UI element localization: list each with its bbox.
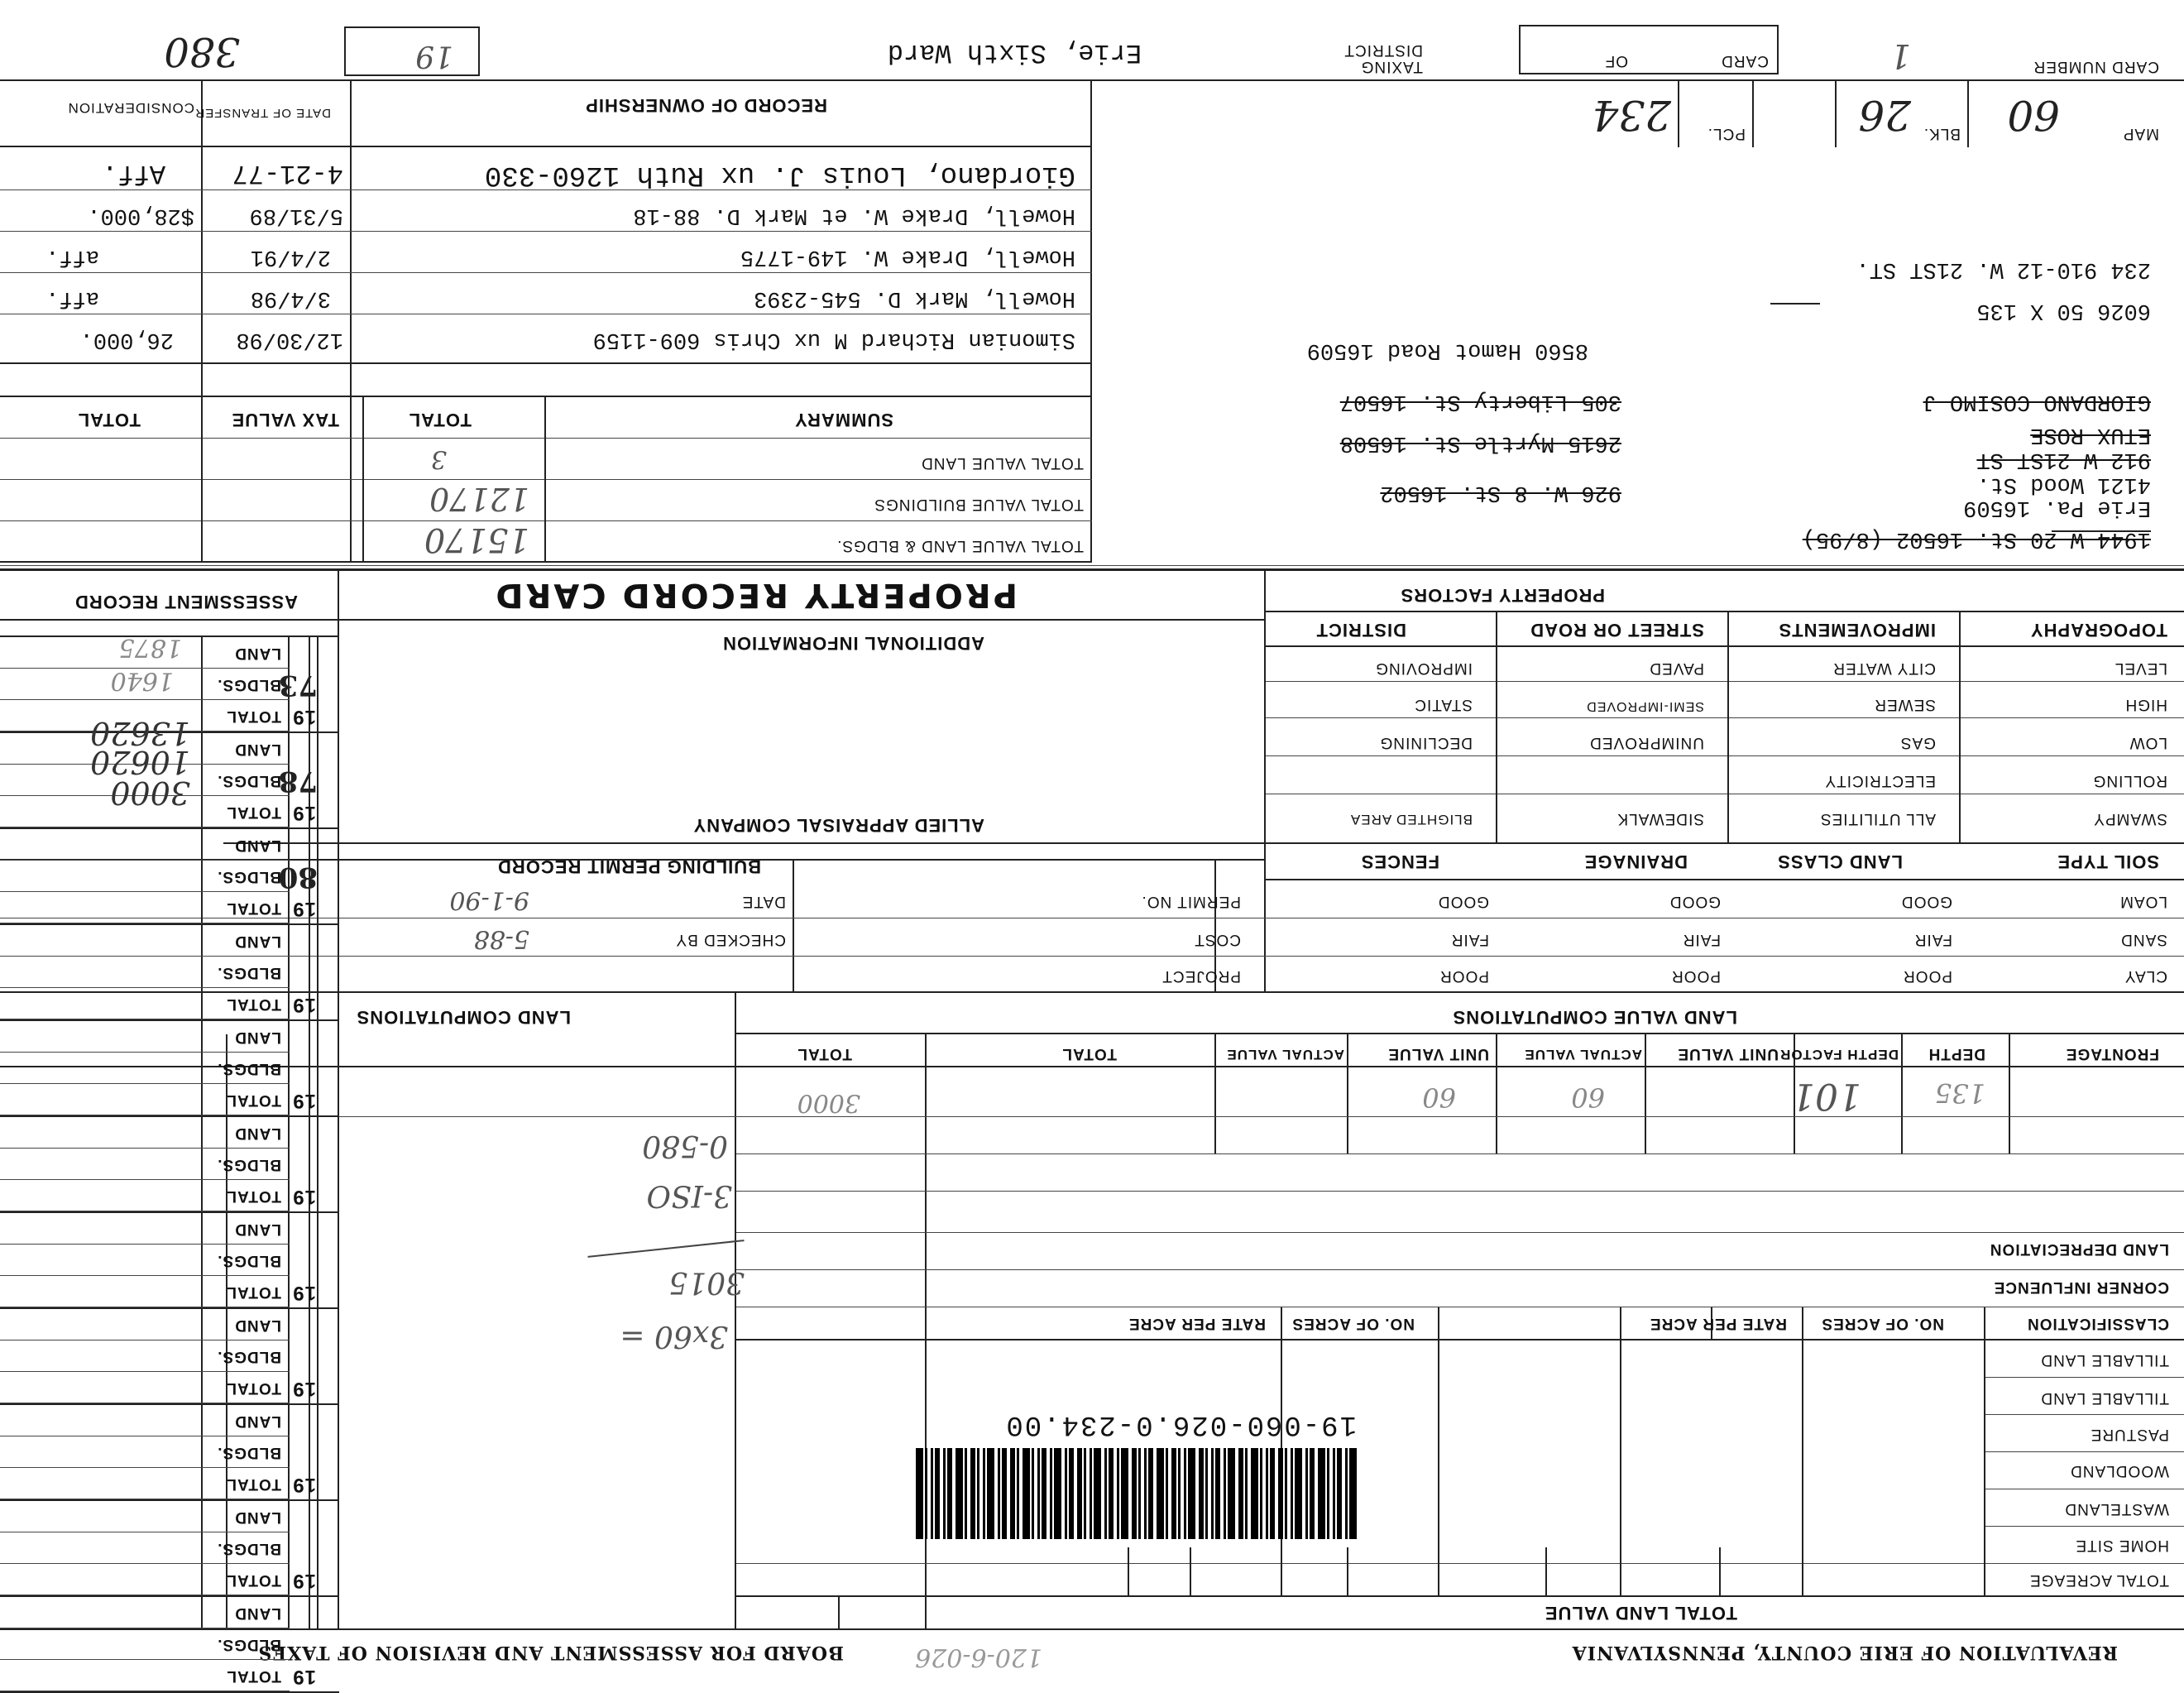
assessment-year-prefix: 19 bbox=[292, 1282, 316, 1304]
assessment-row-label: BLDGS. bbox=[217, 1348, 281, 1365]
col-actual-value-2: ACTUAL VALUE bbox=[1226, 1047, 1344, 1062]
assessment-year-prefix: 19 bbox=[292, 1186, 316, 1208]
col-depth-factor: DEPTH FACTOR bbox=[1779, 1047, 1899, 1062]
pcl-label: PCL. bbox=[1707, 125, 1746, 142]
assessment-year-prefix: 19 bbox=[292, 1570, 316, 1592]
allied-appraisal: ALLIED APPRAISAL COMPANY bbox=[692, 815, 984, 836]
grade-fair: FAIR bbox=[1913, 931, 1952, 948]
assessment-row-label: BLDGS. bbox=[217, 1540, 281, 1557]
hand-unit-value: 60 bbox=[1571, 1082, 1605, 1113]
assess-hand-land-80: 3000 bbox=[110, 775, 190, 811]
address-1: 305 Liberty St. 16507 bbox=[1339, 389, 1621, 414]
hand-depth-factor: 101 bbox=[1792, 1075, 1861, 1117]
assessment-row-label: BLDGS. bbox=[217, 1156, 281, 1173]
district-blighted-area: BLIGHTED AREA bbox=[1349, 812, 1473, 827]
assess-hand-bldgs-80: 10620 bbox=[90, 744, 190, 780]
land-computations-title: LAND COMPUTATIONS bbox=[356, 1007, 571, 1028]
assessment-row-label: TOTAL bbox=[226, 995, 281, 1013]
col-unit-value: UNIT VALUE bbox=[1677, 1045, 1779, 1062]
assessment-row-label: TOTAL bbox=[226, 1187, 281, 1205]
assess-hand-total-80: 13620 bbox=[90, 715, 190, 751]
assessment-row-label: BLDGS. bbox=[217, 1060, 281, 1077]
cost-label: COST bbox=[1194, 931, 1241, 948]
header-county-title: REVALUATION OF ERIE COUNTY, PENNSYLVANIA bbox=[1571, 1642, 2118, 1663]
classification-header: CLASSIFICATION bbox=[2027, 1315, 2169, 1332]
col-no-acres: NO. OF ACRES bbox=[1821, 1315, 1944, 1332]
row-woodland: WOODLAND bbox=[2070, 1462, 2169, 1480]
taxing-district: Erie, Sixth Ward bbox=[887, 37, 1142, 68]
district-improving: IMPROVING bbox=[1375, 659, 1473, 677]
parcel-barcode-text: 19-060-026.0-234.00 bbox=[1004, 1408, 1357, 1440]
col-depth: DEPTH bbox=[1928, 1045, 1985, 1062]
header-board-title: BOARD FOR ASSESSMENT AND REVISION OF TAXES bbox=[257, 1642, 844, 1663]
assessment-row-label: TOTAL bbox=[226, 1379, 281, 1397]
assessment-row-label: BLDGS. bbox=[217, 772, 281, 789]
col-frontage: FRONTAGE bbox=[2065, 1045, 2159, 1062]
header-fences: FENCES bbox=[1360, 851, 1439, 872]
soil-clay: CLAY bbox=[2124, 967, 2167, 985]
col-actual-value: ACTUAL VALUE bbox=[1524, 1047, 1642, 1062]
header-soil-type: SOIL TYPE bbox=[2057, 851, 2159, 872]
land-comp-note-1: 3x60 = bbox=[620, 1319, 728, 1353]
assessment-year-prefix: 19 bbox=[292, 898, 316, 920]
col-consideration: CONSIDERATION bbox=[67, 100, 194, 116]
total-value-land-bldgs: TOTAL VALUE LAND & BLDGS. bbox=[836, 537, 1084, 554]
card-number: 1 bbox=[1889, 36, 1911, 74]
row-wasteland: WASTELAND bbox=[2064, 1500, 2169, 1518]
assessment-year-prefix: 19 bbox=[292, 1666, 316, 1688]
assess-hand-73-land: 1875 bbox=[118, 633, 182, 662]
assessment-row-label: LAND bbox=[234, 1604, 281, 1622]
street-paved: PAVED bbox=[1649, 659, 1704, 677]
permit-date-hand: 9-1-90 bbox=[449, 885, 529, 914]
hand-total-2: 3000 bbox=[797, 1088, 860, 1117]
map-label: MAP bbox=[2122, 125, 2159, 142]
row-pasture: PASTURE bbox=[2090, 1426, 2169, 1443]
assessment-row-label: LAND bbox=[234, 933, 281, 950]
summary-col-total-2: TOTAL bbox=[77, 410, 141, 430]
additional-information: ADDITIONAL INFORMATION bbox=[722, 633, 984, 654]
assessment-row-label: BLDGS. bbox=[217, 1444, 281, 1461]
assessment-row-label: BLDGS. bbox=[217, 676, 281, 693]
topo-low: LOW bbox=[2129, 734, 2167, 751]
header-drainage: DRAINAGE bbox=[1583, 851, 1688, 872]
impr-all-utilities: ALL UTILITIES bbox=[1819, 810, 1936, 827]
district-code-hand: 380 bbox=[164, 28, 240, 74]
assessment-row-label: TOTAL bbox=[226, 1475, 281, 1493]
col-rate-per-acre-2: RATE PER ACRE bbox=[1128, 1315, 1266, 1332]
row-tillable-land-2: TILLABLE LAND bbox=[2040, 1351, 2169, 1369]
assessment-row-label: TOTAL bbox=[226, 1091, 281, 1109]
assessment-row-label: LAND bbox=[234, 1317, 281, 1334]
district-static: STATIC bbox=[1414, 696, 1473, 713]
land-value-computations-title: LAND VALUE COMPUTATIONS bbox=[1452, 1007, 1737, 1028]
grade-fair: FAIR bbox=[1450, 931, 1489, 948]
col-no-acres-2: NO. OF ACRES bbox=[1291, 1315, 1415, 1332]
assessment-row-label: TOTAL bbox=[226, 1283, 281, 1301]
row-home-site: HOME SITE bbox=[2075, 1537, 2169, 1554]
current-address: 8560 Hamot Road 16509 bbox=[1306, 338, 1588, 362]
row-tillable-land: TILLABLE LAND bbox=[2040, 1389, 2169, 1407]
soil-sand: SAND bbox=[2120, 931, 2167, 948]
district-code-box: 19 bbox=[344, 26, 480, 76]
assessment-year-prefix: 19 bbox=[292, 706, 316, 728]
taxing-district-label: TAXING DISTRICT bbox=[1343, 41, 1423, 75]
card-number-label: CARD NUMBER bbox=[2033, 58, 2159, 75]
assessment-year-prefix: 19 bbox=[292, 1474, 316, 1496]
assessment-row-label: BLDGS. bbox=[217, 1252, 281, 1269]
grade-poor: POOR bbox=[1903, 967, 1952, 985]
topo-high: HIGH bbox=[2124, 696, 2167, 713]
owner-name-1: GIORDANO COSIMO J bbox=[1923, 389, 2151, 414]
assessment-year-prefix: 19 bbox=[292, 994, 316, 1016]
col-total-2: TOTAL bbox=[797, 1045, 852, 1062]
permit-checked-hand: 5-88 bbox=[473, 924, 529, 953]
card-of-box: CARD OF bbox=[1519, 25, 1779, 74]
grade-good: GOOD bbox=[1669, 893, 1721, 910]
assessment-row-label: BLDGS. bbox=[217, 964, 281, 981]
summary-col-total: TOTAL bbox=[408, 410, 472, 430]
project-label: PROJECT bbox=[1161, 967, 1241, 985]
district-declining: DECLINING bbox=[1379, 734, 1473, 751]
assessment-year-value: 78 bbox=[278, 765, 318, 798]
assessment-row-label: TOTAL bbox=[226, 1667, 281, 1685]
header-land-class: LAND CLASS bbox=[1777, 851, 1903, 872]
blk-label: BLK. bbox=[1923, 125, 1961, 142]
assessment-year-prefix: 19 bbox=[292, 1378, 316, 1400]
land-comp-note-3: 3-ISO bbox=[646, 1178, 732, 1212]
checked-by-label: CHECKED BY bbox=[675, 931, 786, 948]
col-unit-value-2: UNIT VALUE bbox=[1387, 1045, 1489, 1062]
assessment-row-label: TOTAL bbox=[226, 803, 281, 821]
assessment-row-label: TOTAL bbox=[226, 707, 281, 725]
grade-fair: FAIR bbox=[1682, 931, 1721, 948]
parcel-barcode bbox=[893, 1448, 1357, 1539]
assessment-row-label: LAND bbox=[234, 645, 281, 662]
building-permit-title: BUILDING PERMIT RECORD bbox=[497, 856, 761, 877]
impr-gas: GAS bbox=[1899, 734, 1936, 751]
assessment-row-label: LAND bbox=[234, 1221, 281, 1238]
total-value-land: TOTAL VALUE LAND bbox=[921, 454, 1084, 472]
assessment-row-label: LAND bbox=[234, 741, 281, 758]
summary-buildings-hand: 12170 bbox=[429, 481, 529, 517]
hand-actual-value: 60 bbox=[1422, 1082, 1456, 1113]
assessment-row-label: LAND bbox=[234, 1125, 281, 1142]
assessment-row-label: LAND bbox=[234, 1508, 281, 1526]
owner-name-2: ETUX ROSE bbox=[2030, 422, 2151, 447]
street-sidewalk: SIDEWALK bbox=[1616, 810, 1704, 827]
pcl-value: 234 bbox=[1592, 91, 1671, 139]
soil-loam: LOAM bbox=[2119, 893, 2167, 910]
grade-good: GOOD bbox=[1900, 893, 1952, 910]
record-of-ownership-title: RECORD OF OWNERSHIP bbox=[585, 95, 827, 116]
property-factors-title: PROPERTY FACTORS bbox=[1400, 585, 1605, 606]
topo-level: LEVEL bbox=[2114, 659, 2167, 677]
impr-sewer: SEWER bbox=[1874, 696, 1936, 713]
summary-land-hand: 3 bbox=[430, 444, 447, 473]
impr-electricity: ELECTRICITY bbox=[1824, 772, 1936, 789]
col-rate-per-acre: RATE PER ACRE bbox=[1649, 1315, 1787, 1332]
address-3: 926 W. 8 St. 16502 bbox=[1380, 480, 1621, 505]
header-handwritten-note: 120-6-026 bbox=[915, 1643, 1042, 1671]
assess-hand-73-bldgs: 1640 bbox=[110, 666, 174, 695]
address-5: 4121 Wood St. bbox=[1976, 472, 2151, 496]
grade-poor: POOR bbox=[1671, 967, 1721, 985]
assessment-row-label: LAND bbox=[234, 1412, 281, 1430]
assessment-row-label: LAND bbox=[234, 1029, 281, 1046]
land-depreciation: LAND DEPRECIATION bbox=[1989, 1240, 2169, 1258]
street-semi-improved: SEMI-IMPROVED bbox=[1586, 699, 1704, 713]
header-improvements: IMPROVEMENTS bbox=[1778, 620, 1936, 640]
topo-rolling: ROLLING bbox=[2092, 772, 2167, 789]
assessment-year-prefix: 19 bbox=[292, 1090, 316, 1112]
street-unimproved: UNIMPROVED bbox=[1589, 734, 1704, 751]
land-comp-note-4: 0-580 bbox=[642, 1129, 728, 1163]
impr-city-water: CITY WATER bbox=[1832, 659, 1936, 677]
assessment-year-value: 73 bbox=[278, 669, 318, 702]
header-district: DISTRICT bbox=[1315, 620, 1406, 640]
parcel-line: 234 910-12 W. 21ST ST. bbox=[1856, 257, 2151, 281]
topo-swampy: SWAMPY bbox=[2093, 810, 2167, 827]
property-record-card-title: PROPERTY RECORD CARD bbox=[493, 576, 1018, 614]
assessment-row-label: TOTAL bbox=[226, 899, 281, 917]
header-street-or-road: STREET OR ROAD bbox=[1530, 620, 1704, 640]
grade-good: GOOD bbox=[1437, 893, 1489, 910]
date-label: DATE bbox=[741, 893, 786, 910]
summary-col-tax-value: TAX VALUE bbox=[231, 410, 339, 430]
assessment-row-label: TOTAL bbox=[226, 1571, 281, 1589]
corner-influence: CORNER INFLUENCE bbox=[1993, 1278, 2169, 1296]
address-2: 2615 Myrtle St. 16508 bbox=[1339, 430, 1621, 455]
assessment-record-title: ASSESSMENT RECORD bbox=[74, 592, 298, 612]
grade-poor: POOR bbox=[1439, 967, 1489, 985]
land-comp-note-2: 3015 bbox=[668, 1265, 745, 1299]
address-4: 912 W 21ST ST bbox=[1976, 447, 2151, 472]
lot-line: 6026 50 X 135 bbox=[1976, 298, 2151, 323]
address-6: Erie Pa. 16509 bbox=[1963, 495, 2151, 520]
assessment-year-value: 80 bbox=[278, 861, 318, 894]
address-7: 1944 W 20 St. 16502 (8/95) bbox=[1802, 526, 2151, 551]
row-total-acreage: TOTAL ACREAGE bbox=[2029, 1571, 2169, 1589]
hand-depth: 135 bbox=[1934, 1077, 1985, 1109]
summary-title: SUMMARY bbox=[794, 410, 893, 430]
map-value: 60 bbox=[2007, 91, 2060, 139]
col-date-of-transfer: DATE OF TRANSFER bbox=[194, 106, 331, 120]
assessment-row-label: BLDGS. bbox=[217, 868, 281, 885]
assessment-row-label: LAND bbox=[234, 837, 281, 854]
summary-land-bldgs-hand: 15170 bbox=[424, 520, 529, 559]
property-record-card: CARD NUMBER 1 CARD OF TAXING DISTRICT Erie, Sixth Ward 19 380 MAP 60 BLK. 26 PCL. 234 6026 50 X 135 234 910-12 W. 21ST ST. 8560 Hamot Road 16509 GIORDANO COSIMO J ETUX ROSE 305 Liberty St. 16507 2615 Myrtle St. 16508 926 W. 8 St. 16502 912 W 21ST ST 4121 Wood St. Erie Pa. 16509 1944 W 20 St. 16502 (8/95) RECORD OF OWNERSHIP DATE OF TRANSFER CONSIDERATION Giordano, Louis J. ux Ruth 1260-330 4-21-77 Aff. Howell, Drake W. et Mark D. 88-18 5/31/89 $28,000. Howell, Drake W. 149-1775 2/4/91 aff. Howell, Mark D. 545-2393 3/4/98 aff. Simonian Richard M ux Chris 609-1159 12/30/98 26,000. SUMMARY TOTAL TAX VALUE TOTAL TOTAL VALUE LAND TOTAL VALUE BUILDINGS TOTAL VALUE LAND & BLDGS. 15170 12170 3 PROPERTY FACTORS TOPOGRAPHY IMPROVEMENTS STREET OR ROAD DISTRICT LEVEL HIGH LOW ROLLING SWAMPY CITY WATER SEWER GAS ELECTRICITY ALL UTILITIES PAVED SEMI-IMPROVED UNIMPROVED SIDEWALK IMPROVING STATIC DECLINING BLIGHTED AREA SOIL TYPE LAND CLASS DRAINAGE FENCES LOAM SAND CLAY GOOD FAIR POOR GOOD FAIR POOR GOOD FAIR POOR PERMIT NO. COST PROJECT DATE CHECKED BY 9-1-90 5-88 BUILDING PERMIT RECORD ALLIED APPRAISAL COMPANY ADDITIONAL INFORMATION PROPERTY RECORD CARD LAND VALUE COMPUTATIONS LAND COMPUTATIONS FRONTAGE DEPTH DEPTH FACTOR UNIT VALUE ACTUAL VALUE UNIT VALUE ACTUAL VALUE TOTAL TOTAL 101 135 60 60 3000 3x60 = 3015 3-ISO 0-580 TOTAL LAND VALUE TOTAL ACREAGE HOME SITE WASTELAND WOODLAND PASTURE TILLABLE LAND TILLABLE LAND CLASSIFICATION NO. OF ACRES RATE PER ACRE NO. OF ACRES RATE PER ACRE CORNER INFLUENCE LAND DEPRECIATION 19-060-026.0-234.00 REVALUATION OF ERIE COUNTY, PENNSYLVANIA BOARD FOR ASSESSMENT AND REVISION OF TAXES 120-6-026 ASSESSMENT RECORD LAND BLDGS. TOTAL 19 73 LAND BLDGS. TOTAL 19 78 LAND BLDGS. TOTAL 19 80 LAND BLDGS. TOTAL 19 LAND BLDGS. TOTAL 19 LAND BLDGS. TOTAL 19 LAND BLDGS. TOTAL 19 LAND BLDGS. TOTAL 19 LAND BLDGS. TOTAL 19 LAND BLDGS. TOTAL 19 LAND BLDGS. TOTAL 19 3000 10620 13620 1875 1640 bbox=[0, 0, 2184, 1688]
col-total: TOTAL bbox=[1061, 1045, 1117, 1062]
assessment-year-prefix: 19 bbox=[292, 802, 316, 824]
permit-no-label: PERMIT NO. bbox=[1141, 893, 1241, 910]
total-value-buildings: TOTAL VALUE BUILDINGS bbox=[874, 496, 1084, 513]
blk-value: 26 bbox=[1858, 91, 1911, 139]
total-land-value-title: TOTAL LAND VALUE bbox=[1544, 1603, 1737, 1623]
header-topography: TOPOGRAPHY bbox=[2029, 620, 2167, 640]
assessment-row-label: BLDGS. bbox=[217, 1636, 281, 1653]
